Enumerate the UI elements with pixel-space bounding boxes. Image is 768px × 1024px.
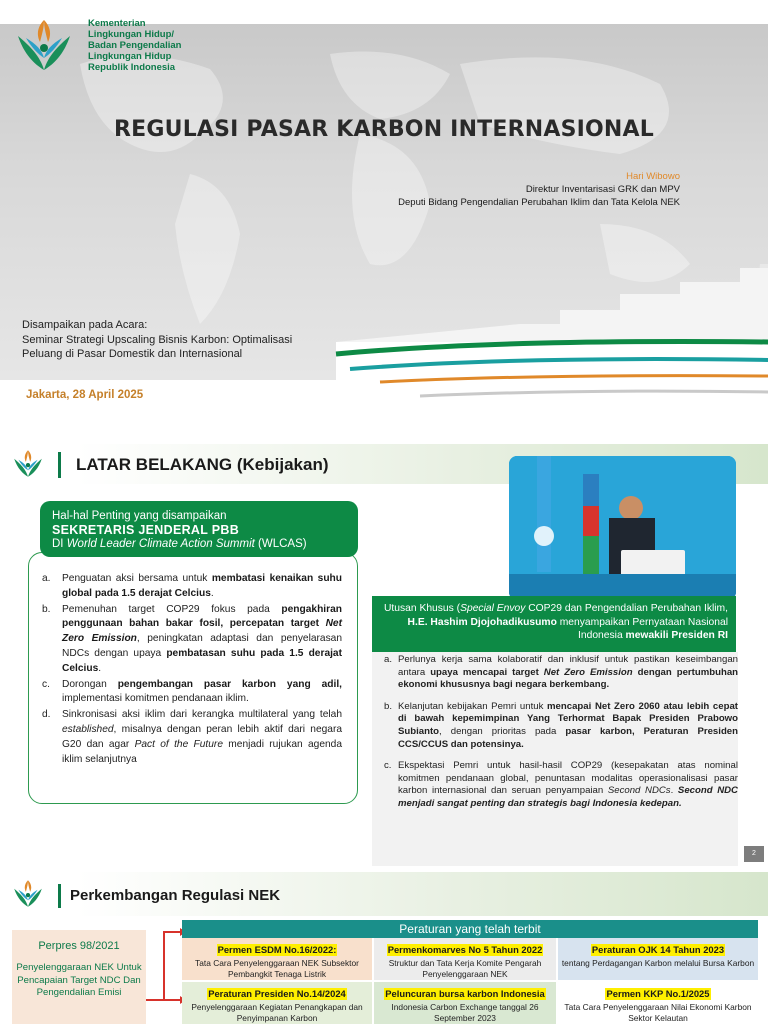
text-run: Ekspektasi Pemri untuk hasil-hasil COP29 (kesepakatan atas nominal komitmen pendanaan global, penuntasan modalitas operasionalisasi pasar karbon internasional dan seruan penyampaian <box>398 760 738 797</box>
text-run: H.E. Hashim Djojohadikusumo <box>407 616 557 628</box>
regulation-title-wrap <box>182 940 372 958</box>
page-number: 2 <box>744 846 764 862</box>
list-item <box>384 654 738 692</box>
slide-background-policy <box>0 444 768 868</box>
list-marker: c. <box>384 760 392 772</box>
regulation-title-wrap <box>182 984 372 1002</box>
event-info <box>22 318 292 362</box>
slide-regulation-development <box>0 872 768 1024</box>
text-run: Kelanjutan kebijakan Pemri untuk <box>398 700 548 712</box>
regulation-title: Permen ESDM No.16/2022: <box>217 944 337 955</box>
text-run: dengan pertumbuhan ekonomi khususnya bagi negara berkembang. <box>398 666 739 691</box>
list-text <box>62 572 342 602</box>
text-run: Net Zero Emission <box>62 618 342 645</box>
connector-arrow-icon <box>146 926 186 1024</box>
regulation-title: Peluncuran bursa karbon Indonesia <box>385 988 545 999</box>
regulation-description: Struktur dan Tata Kerja Komite Pengarah Penyelenggaraan NEK <box>388 958 542 979</box>
special-envoy-points <box>384 654 738 820</box>
slide-title <box>0 0 768 422</box>
special-envoy-header <box>372 596 736 652</box>
event-name-line: Peluang di Pasar Domestik dan Internasional <box>22 348 243 360</box>
header-text: DI <box>52 538 67 550</box>
list-marker: b. <box>42 603 51 615</box>
text-run: Penguatan aksi bersama untuk <box>62 573 212 584</box>
author-role: Deputi Bidang Pengendalian Perubahan Iklim dan Tata Kelola NEK <box>398 197 680 208</box>
event-intro: Disampaikan pada Acara: <box>22 319 148 331</box>
perpres-title: Perpres 98/2021 <box>38 940 120 952</box>
list-text <box>62 678 342 708</box>
text-run: Special Envoy <box>460 603 526 614</box>
text-run: Sinkronisasi aksi iklim dari kerangka multilateral yang telah <box>62 709 342 721</box>
text-run: mencapai Net Zero 2060 atau lebih cepat di bawah kepemimpinan Yang Terhormat Bapak Presiden Prabowo Subianto <box>398 700 738 737</box>
ministry-line: Lingkungan Hidup <box>88 51 172 62</box>
ministry-line: Badan Pengendalian <box>88 40 182 51</box>
list-text <box>398 701 738 751</box>
list-item <box>384 760 738 810</box>
list-marker: c. <box>42 678 50 690</box>
list-text <box>398 760 738 810</box>
header-line: Hal-hal Penting yang disampaikan <box>52 510 227 522</box>
presentation-title: REGULASI PASAR KARBON INTERNASIONAL <box>114 117 654 142</box>
speaker-photo <box>509 456 736 600</box>
regulation-description: Tata Cara Penyelenggaraan NEK Subsektor Pembangkit Tenaga Listrik <box>195 958 359 979</box>
list-marker: b. <box>384 700 393 712</box>
un-secretary-header <box>40 501 358 557</box>
regulation-description: tentang Perdagangan Karbon melalui Bursa Karbon <box>561 958 755 968</box>
ministry-logo-icon <box>12 14 76 78</box>
text-run: Net Zero Emission <box>543 666 633 678</box>
regulation-description: Indonesia Carbon Exchange tanggal 26 September 2023 <box>391 1002 539 1023</box>
header-divider <box>58 452 61 478</box>
text-run: Perlunya kerja sama kolaboratif dan inklusif untuk pastikan keseimbangan antara <box>398 654 738 678</box>
ministry-line: Republik Indonesia <box>88 62 176 73</box>
text-run: . <box>210 587 214 599</box>
text-run: established <box>62 723 114 735</box>
slide-title: Perkembangan Regulasi NEK <box>70 887 281 904</box>
regulation-title-wrap <box>374 940 556 958</box>
regulation-cell <box>182 938 372 980</box>
header-text: World Leader Climate Action Summit <box>66 538 255 550</box>
text-run: , peningkatan adaptasi dan penyelarasan NDCs dengan upaya <box>62 633 342 659</box>
text-run: Second NDC menjadi sangat penting dan strategis bagi Indonesia kedepan. <box>398 785 738 809</box>
text-run: pembatasan suhu pada 1.5 derajat Celcius <box>62 647 342 674</box>
text-run: Pemenuhan target COP29 fokus pada <box>62 603 282 615</box>
regulation-title: Permenkomarves No 5 Tahun 2022 <box>387 944 543 955</box>
regulation-cell <box>374 938 556 980</box>
un-secretary-points <box>42 572 342 768</box>
author-block <box>398 170 680 209</box>
presentation-date: Jakarta, 28 April 2025 <box>26 389 144 401</box>
list-item <box>42 708 342 767</box>
perpres-box <box>12 930 146 1024</box>
text-run: Dorongan <box>62 678 118 690</box>
regulation-cell <box>558 938 758 980</box>
list-text <box>398 654 738 692</box>
text-run: membatasi kenaikan suhu global pada 1.5 derajat Celcius <box>62 573 342 599</box>
regulation-title: Peraturan OJK 14 Tahun 2023 <box>591 944 725 955</box>
text-run: . <box>670 785 678 797</box>
regulation-title: Peraturan Presiden No.14/2024 <box>208 988 346 999</box>
issued-regulations-banner: Peraturan yang telah terbit <box>182 920 758 938</box>
ministry-line: Kementerian <box>88 18 146 29</box>
text-run: upaya mencapai target <box>430 666 544 678</box>
ministry-logo-icon <box>10 877 46 911</box>
header-text: (WLCAS) <box>254 538 307 550</box>
text-run: pasar karbon, Peraturan Presiden CCS/CCUS dan potensinya. <box>398 725 738 750</box>
text-run: pengakhiran penggunaan bahan bakar fosil, percepatan target <box>62 603 342 630</box>
regulation-description: Tata Cara Penyelenggaraan Nilai Ekonomi Karbon Sektor Kelautan <box>564 1002 752 1023</box>
ministry-logo-icon <box>10 447 46 481</box>
text-run: , misalnya dengan peran lebih aktif dari negara G20 dan agar <box>62 723 342 750</box>
author-role: Direktur Inventarisasi GRK dan MPV <box>525 184 680 195</box>
text-run: implementasi komitmen pendanaan iklim. <box>62 693 249 705</box>
list-text <box>62 708 342 767</box>
text-run: . <box>98 662 102 674</box>
event-name-line: Seminar Strategi Upscaling Bisnis Karbon: Optimalisasi <box>22 333 293 346</box>
header-line <box>52 537 346 551</box>
regulation-cell <box>182 982 372 1024</box>
regulation-description: Penyelenggaraan Kegiatan Penangkapan dan Penyimpanan Karbon <box>191 1002 363 1023</box>
text-run: menyampaikan Pernyataan Nasional Indonesia <box>556 616 728 641</box>
header-divider <box>58 884 61 908</box>
regulation-title-wrap <box>374 984 556 1002</box>
stair-graphic <box>0 24 768 422</box>
ministry-name <box>88 18 181 73</box>
regulation-cell <box>558 982 758 1024</box>
header-line: SEKRETARIS JENDERAL PBB <box>52 523 240 537</box>
list-item <box>42 603 342 677</box>
regulation-title-wrap <box>558 984 758 1002</box>
text-run: Pact of the Future <box>134 738 223 750</box>
list-item <box>42 572 342 602</box>
text-run: , dengan prioritas pada <box>439 725 566 737</box>
perpres-description: Penyelenggaraan NEK Untuk Pencapaian Target NDC Dan Pengendalian Emisi <box>16 962 142 999</box>
list-item <box>42 678 342 708</box>
author-name: Hari Wibowo <box>626 171 680 182</box>
text-run: pengembangan pasar karbon yang adil, <box>117 678 342 690</box>
list-marker: d. <box>42 709 51 721</box>
list-marker: a. <box>384 654 393 665</box>
text-run: Second NDCs <box>607 785 671 797</box>
text-run: COP29 dan Pengendalian Perubahan Iklim, <box>525 603 728 614</box>
regulation-title: Permen KKP No.1/2025 <box>606 988 710 999</box>
ministry-line: Lingkungan Hidup/ <box>88 29 175 40</box>
list-text <box>62 603 342 677</box>
regulation-title-wrap <box>558 940 758 958</box>
list-item <box>384 701 738 751</box>
slide-title: LATAR BELAKANG (Kebijakan) <box>76 455 329 474</box>
list-marker: a. <box>42 573 51 584</box>
text-run: menjadi rujukan agenda iklim selanjutnya <box>62 738 343 765</box>
text-run: Utusan Khusus ( <box>383 603 461 614</box>
text-run: mewakili Presiden RI <box>625 630 728 641</box>
regulation-cell <box>374 982 556 1024</box>
